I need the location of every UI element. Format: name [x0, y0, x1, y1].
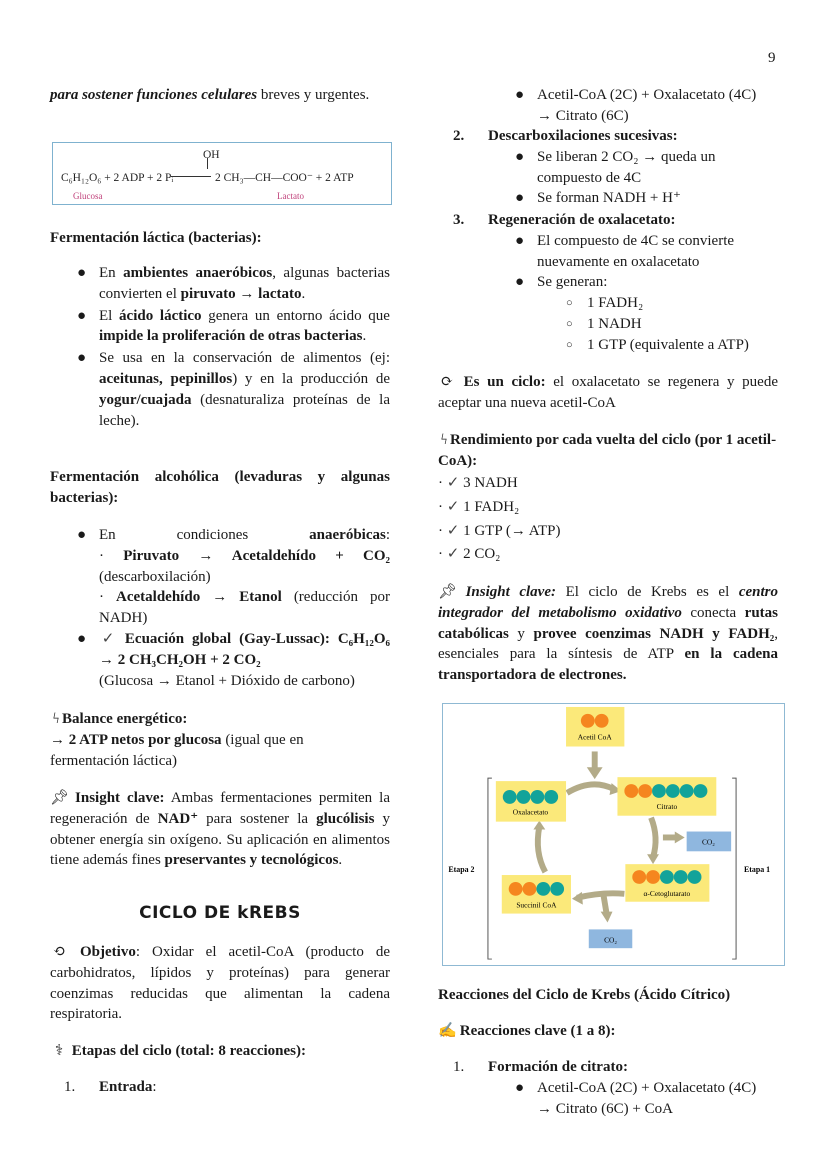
text-run: glucólisis	[316, 810, 375, 827]
ciclo-paragraph	[438, 372, 778, 414]
list-item: ● El compuesto de 4C se convierte nuevamente en oxalacetato	[515, 232, 735, 270]
list-item: ● Acetil-CoA (2C) + Oxalacetato (4C) → Citrato (6C) + CoA	[515, 1079, 757, 1117]
lactic-equation-figure	[52, 142, 392, 205]
text-run: ·	[99, 547, 124, 564]
text-run: rutas catabólicas	[438, 604, 778, 642]
rendimiento-heading: ϟ Rendimiento por cada vuelta del ciclo (por 1 acetil-CoA):	[438, 432, 777, 469]
citrato-node	[617, 777, 716, 816]
list-item	[77, 306, 390, 348]
text-run: piruvato → lactato	[180, 285, 302, 302]
list-item: ● Acetil-CoA (2C) + Oxalacetato (4C) → Citrato (6C)	[515, 87, 757, 124]
entrada-item: 1. Entrada:	[99, 1077, 157, 1098]
text-run: impide la proliferación de otras bacterias	[99, 328, 363, 345]
text-run: El ciclo de Krebs es el	[556, 584, 739, 600]
check-icon: ✓	[101, 630, 115, 647]
pin-icon: 📌︎	[438, 584, 458, 600]
text-run: (reducción por NADH)	[99, 589, 390, 627]
text-run: (descarboxilación)	[99, 568, 211, 585]
sub-list-item: ○ 1 NADH	[566, 315, 642, 332]
text-run: aceitunas, pepinillos	[99, 370, 233, 387]
balance-heading: ϟ Balance energético:	[50, 709, 187, 730]
check-icon: ✓	[446, 522, 460, 539]
alcoholica-list	[77, 525, 390, 691]
refresh-icon: ⟳	[440, 374, 454, 390]
svg-text:Succinil CoA: Succinil CoA	[516, 900, 557, 910]
intro-paragraph	[50, 85, 390, 106]
text-run: y	[508, 625, 534, 642]
list-item: ● Se forman NADH + H⁺	[515, 190, 681, 207]
bullet-icon: ●	[77, 350, 87, 367]
lactica-list	[77, 263, 390, 431]
text-run: centro integrador del metabolismo oxidativo	[438, 584, 778, 621]
text-run: En condiciones	[99, 527, 310, 543]
text-run: Acetaldehído → Etanol	[116, 589, 282, 606]
list-item	[77, 525, 390, 629]
text-run: Insight clave:	[75, 790, 165, 806]
text-run: para sostener la	[198, 810, 317, 827]
text-run: en la cadena transportadora de electrones.	[438, 646, 778, 684]
text-run: .	[338, 852, 343, 869]
lactica-heading: Fermentación láctica (bacterias):	[50, 230, 262, 246]
eq-reactants: C₆H₁₂O₆ + 2 ADP + 2 Pᵢ	[61, 172, 174, 184]
text-run: ambientes anaeróbicos	[123, 265, 273, 281]
svg-text:α-Cetoglutarato: α-Cetoglutarato	[643, 888, 691, 898]
etapas-heading: ⚕ Etapas del ciclo (total: 8 reacciones):	[50, 1041, 306, 1062]
svg-text:Oxalacetato: Oxalacetato	[512, 807, 549, 817]
text-run: (desnaturaliza proteínas de la leche).	[99, 391, 390, 429]
list-item	[77, 263, 390, 305]
etapa2-bracket	[488, 778, 492, 959]
svg-text:CO₂: CO₂	[604, 935, 617, 945]
text-run: :	[385, 527, 390, 543]
cetoglutarato-node	[625, 864, 709, 902]
text-run: , esenciales para la síntesis de ATP	[438, 625, 778, 663]
text-run: breves y urgentes.	[257, 87, 370, 103]
text-run: Es un ciclo:	[463, 374, 546, 390]
bullet-icon: ●	[77, 265, 87, 281]
insight-right	[438, 582, 778, 686]
text-run: En	[99, 265, 124, 281]
eq-bond	[207, 158, 208, 169]
svg-text:Acetil CoA: Acetil CoA	[577, 732, 612, 742]
sub-list-item: ○ 1 FADH₂	[566, 295, 644, 312]
list-item	[77, 348, 390, 431]
alcoholica-heading: Fermentación alcohólica (levaduras y algunas bacterias):	[50, 469, 390, 506]
eq-lactate-label: Lactato	[277, 191, 304, 201]
list-item: · ✓ 1 GTP (→ ATP)	[438, 522, 561, 539]
eq-products: 2 CH₃—CH—COO⁻ + 2 ATP	[215, 172, 354, 184]
list-item: · ✓ 1 FADH₂	[438, 498, 520, 515]
list-item: ● Se generan:	[515, 274, 608, 291]
dna-icon: ⚕	[54, 1043, 64, 1059]
text-run: .	[301, 285, 306, 302]
succinil-coa-node	[502, 875, 571, 914]
svg-text:CO₂: CO₂	[701, 837, 715, 847]
text-run: Ambas fermentaciones permiten la regeneración de	[50, 790, 390, 827]
text-run: Insight clave:	[465, 584, 556, 600]
text-run: ·	[99, 589, 117, 606]
sub-list-item: ○ 1 GTP (equivalente a ATP)	[566, 336, 749, 353]
text-run: El	[99, 307, 120, 324]
co2-node-2	[589, 929, 632, 948]
list-item: · ✓ 2 CO₂	[438, 546, 501, 563]
text-run: el oxalacetato se regenera y puede aceptar una nueva acetil-CoA	[438, 374, 778, 411]
list-item	[77, 629, 390, 691]
oxalacetato-node	[496, 781, 566, 822]
text-run: .	[362, 328, 367, 345]
bullet-icon: ●	[77, 630, 87, 647]
step-3: 3. Regeneración de oxalacetato: ● El compuesto de 4C se convierte nuevamente en oxalacetato ● Se generan: ○ 1 FADH₂ ○ 1 NADH ○ 1 GTP (equivalente a ATP)	[488, 210, 778, 356]
text-run: Objetivo	[80, 944, 136, 960]
text-run: conecta	[681, 604, 745, 621]
eq-arrow-line	[171, 176, 211, 177]
text-run: Se usa en la conservación de alimentos (ej:	[99, 350, 390, 367]
text-run: para sostener funciones celulares	[50, 87, 258, 103]
etapa2-label: Etapa 2	[448, 865, 475, 875]
svg-text:Citrato: Citrato	[656, 801, 678, 811]
list-item: ● Se liberan 2 CO₂ → queda un compuesto de 4C	[515, 148, 716, 186]
krebs-title: CICLO DE kREBS	[139, 903, 301, 923]
lightning-icon: ϟ	[440, 432, 448, 448]
acetil-coa-node	[566, 707, 624, 747]
objetivo-paragraph	[50, 942, 390, 1025]
text-run: anaeróbicas	[309, 527, 386, 543]
rendimiento-list	[438, 473, 560, 565]
page-number: 9	[768, 50, 776, 66]
pin-icon: 📌︎	[50, 790, 70, 806]
step-label: Entrada	[99, 1079, 153, 1095]
reacciones-clave-heading: ✍ Reacciones clave (1 a 8):	[438, 1021, 616, 1042]
bullet-icon: ●	[77, 307, 87, 324]
text-run: genera un entorno ácido que	[201, 307, 390, 324]
krebs-cycle-diagram	[442, 703, 785, 966]
entrada-bullets	[515, 85, 772, 127]
text-run: (igual que en fermentación láctica)	[50, 732, 304, 769]
text-run: yogur/cuajada	[99, 391, 192, 408]
list-item: · ✓ 3 NADH	[438, 475, 518, 491]
reacciones-heading: Reacciones del Ciclo de Krebs (Ácido Cítrico)	[438, 987, 731, 1003]
writing-hand-icon: ✍	[438, 1023, 457, 1039]
formacion-step: 1. Formación de citrato: ● Acetil-CoA (2C) + Oxalacetato (4C) → Citrato (6C) + CoA	[488, 1057, 778, 1119]
bullet-icon: ●	[515, 87, 525, 103]
text-run: ácido láctico	[119, 307, 202, 324]
text-run: (Glucosa → Etanol + Dióxido de carbono)	[99, 672, 355, 689]
lightning-icon: ϟ	[52, 711, 60, 727]
co2-node-1	[687, 832, 731, 852]
text-run: preservantes y tecnológicos	[164, 852, 339, 869]
step-number: 1.	[64, 1079, 76, 1095]
eq-oh: OH	[203, 149, 220, 161]
check-icon: ✓	[446, 475, 460, 491]
bullet-icon: ●	[77, 527, 87, 543]
etapa1-bracket	[732, 778, 736, 959]
text-run: ) y en la producción de	[232, 370, 390, 387]
balance-text	[50, 730, 360, 772]
text-run: NAD⁺	[157, 810, 199, 827]
insight-left	[50, 788, 390, 871]
check-icon: ✓	[446, 498, 460, 515]
etapa1-label: Etapa 1	[743, 865, 771, 875]
text-run: Ecuación global (Gay-Lussac): C₆H₁₂O₆ → 2 CH₃CH₂OH + 2 CO₂	[99, 630, 390, 668]
eq-glucose-label: Glucosa	[73, 191, 103, 201]
text-run: : Oxidar el acetil-CoA (producto de carbohidratos, lípidos y proteínas) para generar coenzimas reducidas que alimentan la cadena respiratoria.	[50, 944, 390, 1023]
text-run: provee coenzimas NADH y FADH₂	[533, 625, 775, 642]
text-run: → 2 ATP netos por glucosa	[50, 732, 222, 748]
step-2: 2. Descarboxilaciones sucesivas: ● Se liberan 2 CO₂ → queda un compuesto de 4C ● Se forman NADH + H⁺	[488, 126, 778, 209]
text-run: Piruvato → Acetaldehído + CO₂	[123, 547, 390, 564]
text-run: y obtener energía sin oxígeno. Su aplicación en alimentos tiene además fines	[50, 810, 390, 869]
check-icon: ✓	[446, 546, 460, 563]
cycle-arrows-icon: ⟲	[52, 944, 66, 960]
text-run: , algunas bacterias convierten el	[99, 265, 390, 302]
krebs-diagram-svg	[443, 704, 783, 964]
